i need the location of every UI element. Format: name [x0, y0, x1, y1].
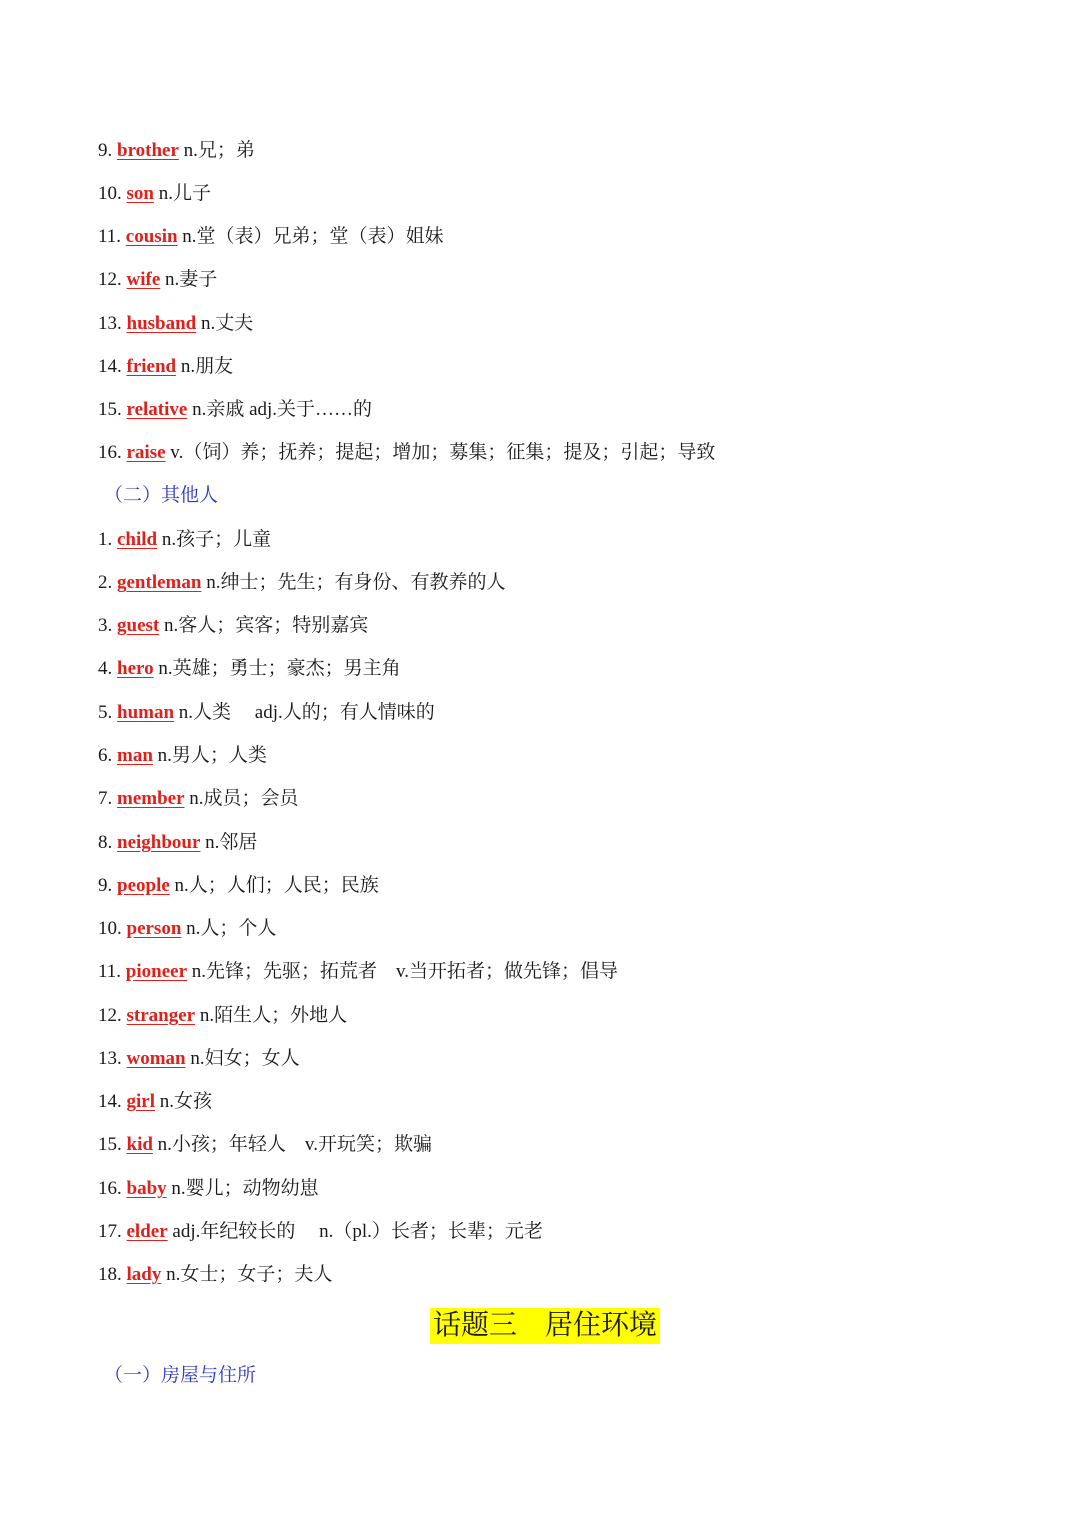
- entry-word: woman: [126, 1048, 186, 1069]
- entry-word: baby: [126, 1178, 167, 1199]
- vocab-entry: [98, 571, 505, 595]
- entry-word: raise: [126, 442, 166, 463]
- entry-definition: n.妻子: [165, 269, 218, 290]
- entry-number: 17.: [98, 1221, 122, 1242]
- vocab-entry: [98, 1220, 543, 1244]
- vocab-entry: [98, 874, 379, 898]
- vocab-entry: [98, 744, 267, 768]
- vocab-entry: [98, 657, 401, 681]
- entry-number: 13.: [98, 313, 122, 334]
- entry-definition: n.丈夫: [200, 313, 254, 334]
- entry-word: son: [126, 183, 154, 204]
- entry-word: kid: [126, 1134, 153, 1155]
- entry-word: wife: [126, 269, 161, 290]
- entry-number: 3.: [98, 615, 113, 636]
- entry-definition: n.客人；宾客；特别嘉宾: [163, 615, 369, 636]
- entry-definition: n.人类 adj.人的；有人情味的: [178, 702, 435, 723]
- vocab-entry: [98, 701, 435, 725]
- vocab-entry: [98, 1047, 300, 1071]
- entry-number: 18.: [98, 1264, 122, 1285]
- entry-word: relative: [126, 399, 188, 420]
- entry-word: member: [117, 788, 185, 809]
- vocab-entry: [98, 787, 299, 811]
- entry-definition: adj.年纪较长的 n.（pl.）长者；长辈；元老: [172, 1221, 543, 1242]
- vocab-entry: [98, 398, 372, 422]
- entry-word: human: [117, 702, 175, 723]
- vocab-entry: [98, 441, 715, 465]
- vocab-entry: [98, 917, 276, 941]
- entry-word: man: [117, 745, 153, 766]
- entry-definition: n.婴儿；动物幼崽: [171, 1178, 319, 1199]
- entry-word: hero: [117, 658, 154, 679]
- entry-number: 11.: [98, 226, 122, 247]
- entry-definition: n.兄；弟: [183, 140, 255, 161]
- entry-number: 10.: [98, 183, 122, 204]
- entry-definition: n.成员；会员: [189, 788, 299, 809]
- entry-number: 16.: [98, 442, 122, 463]
- vocab-entry: [98, 1090, 212, 1114]
- entry-definition: n.孩子；儿童: [161, 529, 272, 550]
- entry-definition: n.陌生人；外地人: [199, 1005, 348, 1026]
- entry-definition: n.英雄；勇士；豪杰；男主角: [158, 658, 401, 679]
- entry-number: 12.: [98, 269, 122, 290]
- entry-number: 11.: [98, 961, 122, 982]
- entry-definition: n.亲戚 adj.关于……的: [192, 399, 373, 420]
- section-heading: （二）其他人: [104, 485, 219, 506]
- vocab-entry: [98, 355, 233, 379]
- entry-word: husband: [126, 313, 197, 334]
- entry-number: 12.: [98, 1005, 122, 1026]
- entry-definition: n.绅士；先生；有身份、有教养的人: [206, 572, 506, 593]
- entry-number: 4.: [98, 658, 113, 679]
- entry-word: friend: [126, 356, 177, 377]
- entry-word: pioneer: [125, 961, 188, 982]
- vocab-entry: [98, 831, 257, 855]
- entry-definition: n.儿子: [158, 183, 211, 204]
- entry-word: cousin: [125, 226, 178, 247]
- vocab-entry: [98, 312, 253, 336]
- entry-definition: n.小孩；年轻人 v.开玩笑；欺骗: [157, 1134, 432, 1155]
- entry-word: brother: [117, 140, 179, 161]
- entry-definition: n.先锋；先驱；拓荒者 v.当开拓者；做先锋；倡导: [191, 961, 619, 982]
- vocab-entry: [98, 1177, 319, 1201]
- entry-word: people: [117, 875, 170, 896]
- entry-word: girl: [126, 1091, 155, 1112]
- entry-definition: n.妇女；女人: [190, 1048, 300, 1069]
- vocab-entry: [98, 139, 255, 163]
- vocab-entry: [98, 960, 618, 984]
- entry-number: 15.: [98, 1134, 122, 1155]
- entry-number: 9.: [98, 875, 113, 896]
- entry-definition: n.男人；人类: [157, 745, 267, 766]
- entry-definition: n.女士；女子；夫人: [166, 1264, 333, 1285]
- entry-word: person: [126, 918, 182, 939]
- entry-definition: n.堂（表）兄弟；堂（表）姐妹: [182, 226, 444, 247]
- entry-number: 16.: [98, 1178, 122, 1199]
- entry-word: child: [117, 529, 158, 550]
- entry-word: elder: [126, 1221, 168, 1242]
- vocab-entry: [98, 268, 217, 292]
- vocab-entry: [98, 1133, 432, 1157]
- vocab-entry: [98, 1004, 347, 1028]
- entry-number: 14.: [98, 356, 122, 377]
- section-heading: （一）房屋与住所: [104, 1365, 257, 1386]
- entry-word: neighbour: [117, 832, 201, 853]
- entry-word: gentleman: [117, 572, 202, 593]
- vocab-entry: [98, 528, 271, 552]
- topic-title: 话题三 居住环境: [430, 1308, 660, 1344]
- entry-word: lady: [126, 1264, 162, 1285]
- entry-number: 8.: [98, 832, 113, 853]
- entry-word: guest: [117, 615, 160, 636]
- entry-definition: n.女孩: [159, 1091, 213, 1112]
- vocab-entry: [98, 225, 444, 249]
- entry-word: stranger: [126, 1005, 196, 1026]
- vocab-entry: [98, 614, 368, 638]
- entry-number: 9.: [98, 140, 113, 161]
- entry-number: 5.: [98, 702, 113, 723]
- entry-number: 1.: [98, 529, 113, 550]
- entry-definition: n.邻居: [205, 832, 258, 853]
- entry-number: 15.: [98, 399, 122, 420]
- entry-number: 6.: [98, 745, 113, 766]
- vocab-entry: [98, 182, 211, 206]
- entry-number: 13.: [98, 1048, 122, 1069]
- entry-definition: n.朋友: [180, 356, 234, 377]
- entry-definition: n.人；个人: [186, 918, 277, 939]
- entry-number: 7.: [98, 788, 113, 809]
- vocab-entry: [98, 1263, 332, 1287]
- entry-definition: v.（饲）养；抚养；提起；增加；募集；征集；提及；引起；导致: [170, 442, 716, 463]
- entry-definition: n.人；人们；人民；民族: [174, 875, 379, 896]
- entry-number: 10.: [98, 918, 122, 939]
- entry-number: 2.: [98, 572, 113, 593]
- entry-number: 14.: [98, 1091, 122, 1112]
